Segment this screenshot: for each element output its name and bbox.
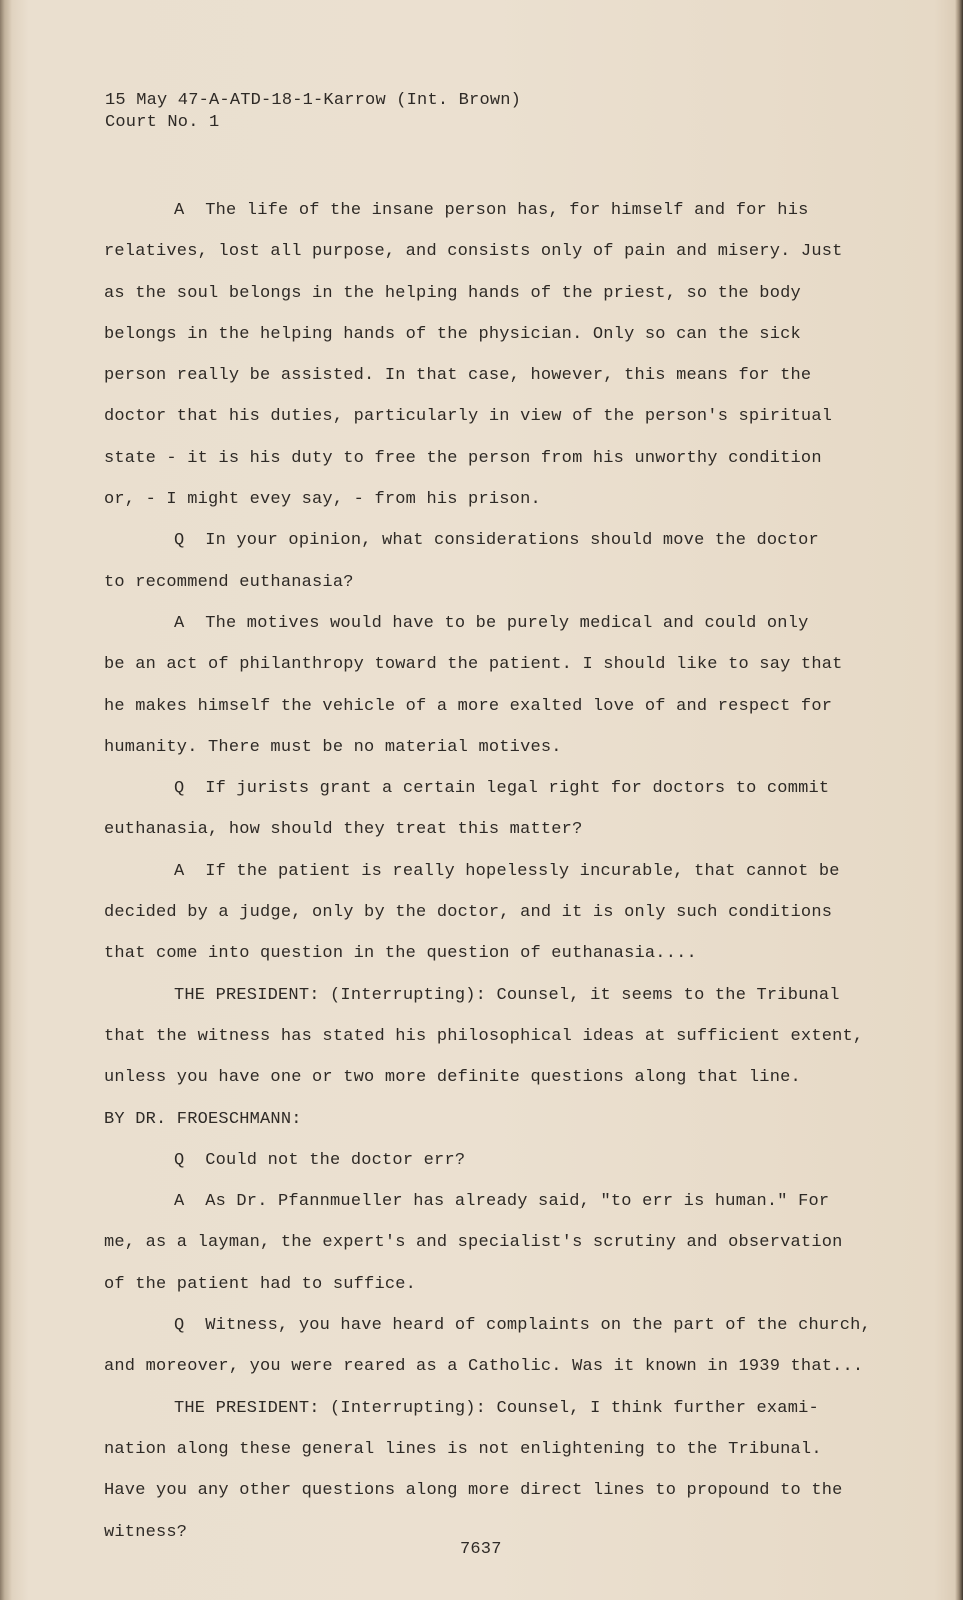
transcript-line: or, - I might evey say, - from his prison. [104,490,541,510]
document-header [105,90,521,134]
transcript-line: THE PRESIDENT: (Interrupting): Counsel, I think further exami- [174,1398,819,1418]
transcript-line: unless you have one or two more definite questions along that line. [104,1068,801,1088]
paper-right-edge [955,0,963,1600]
transcript-line: witness? [104,1522,188,1542]
transcript-line: Have you any other questions along more direct lines to propound to the [104,1481,843,1501]
transcript-line: Q Could not the doctor err? [174,1150,466,1170]
transcript-line: THE PRESIDENT: (Interrupting): Counsel, it seems to the Tribunal [174,985,840,1005]
transcript-line: to recommend euthanasia? [104,572,354,592]
transcript-body [104,190,871,1553]
transcript-line: person really be assisted. In that case, however, this means for the [104,366,812,386]
paper-left-edge [0,0,12,1600]
transcript-line: Q If jurists grant a certain legal right for doctors to commit [174,779,830,799]
transcript-line: be an act of philanthropy toward the patient. I should like to say that [104,655,843,675]
transcript-line: state - it is his duty to free the person from his unworthy condition [104,448,822,468]
transcript-line: euthanasia, how should they treat this matter? [104,820,583,840]
transcript-line: that the witness has stated his philosophical ideas at sufficient extent, [104,1026,864,1046]
header-line-2: Court No. 1 [105,113,220,132]
transcript-line: nation along these general lines is not enlightening to the Tribunal. [104,1439,822,1459]
transcript-line: decided by a judge, only by the doctor, and it is only such conditions [104,903,833,923]
transcript-line: relatives, lost all purpose, and consists only of pain and misery. Just [104,242,843,262]
transcript-line: Q In your opinion, what considerations should move the doctor [174,531,819,551]
transcript-line: humanity. There must be no material motives. [104,737,562,757]
transcript-line: Q Witness, you have heard of complaints on the part of the church, [174,1316,871,1336]
transcript-line: A If the patient is really hopelessly incurable, that cannot be [174,861,840,881]
transcript-line: of the patient had to suffice. [104,1274,417,1294]
transcript-line: doctor that his duties, particularly in view of the person's spiritual [104,407,833,427]
transcript-line: A The life of the insane person has, for himself and for his [174,201,809,220]
transcript-line: A The motives would have to be purely medical and could only [174,613,809,633]
transcript-line: BY DR. FROESCHMANN: [104,1109,302,1129]
transcript-line: he makes himself the vehicle of a more exalted love of and respect for [104,696,833,716]
transcript-line: A As Dr. Pfannmueller has already said, "to err is human." For [174,1192,830,1212]
transcript-line: that come into question in the question of euthanasia.... [104,944,697,964]
transcript-line: me, as a layman, the expert's and specialist's scrutiny and observation [104,1233,843,1253]
transcript-line: and moreover, you were reared as a Catholic. Was it known in 1939 that... [104,1357,864,1377]
transcript-line: belongs in the helping hands of the physician. Only so can the sick [104,324,801,344]
page-number: 7637 [460,1540,502,1559]
header-line-1: 15 May 47-A-ATD-18-1-Karrow (Int. Brown) [105,91,522,110]
transcript-line: as the soul belongs in the helping hands of the priest, so the body [104,283,801,303]
